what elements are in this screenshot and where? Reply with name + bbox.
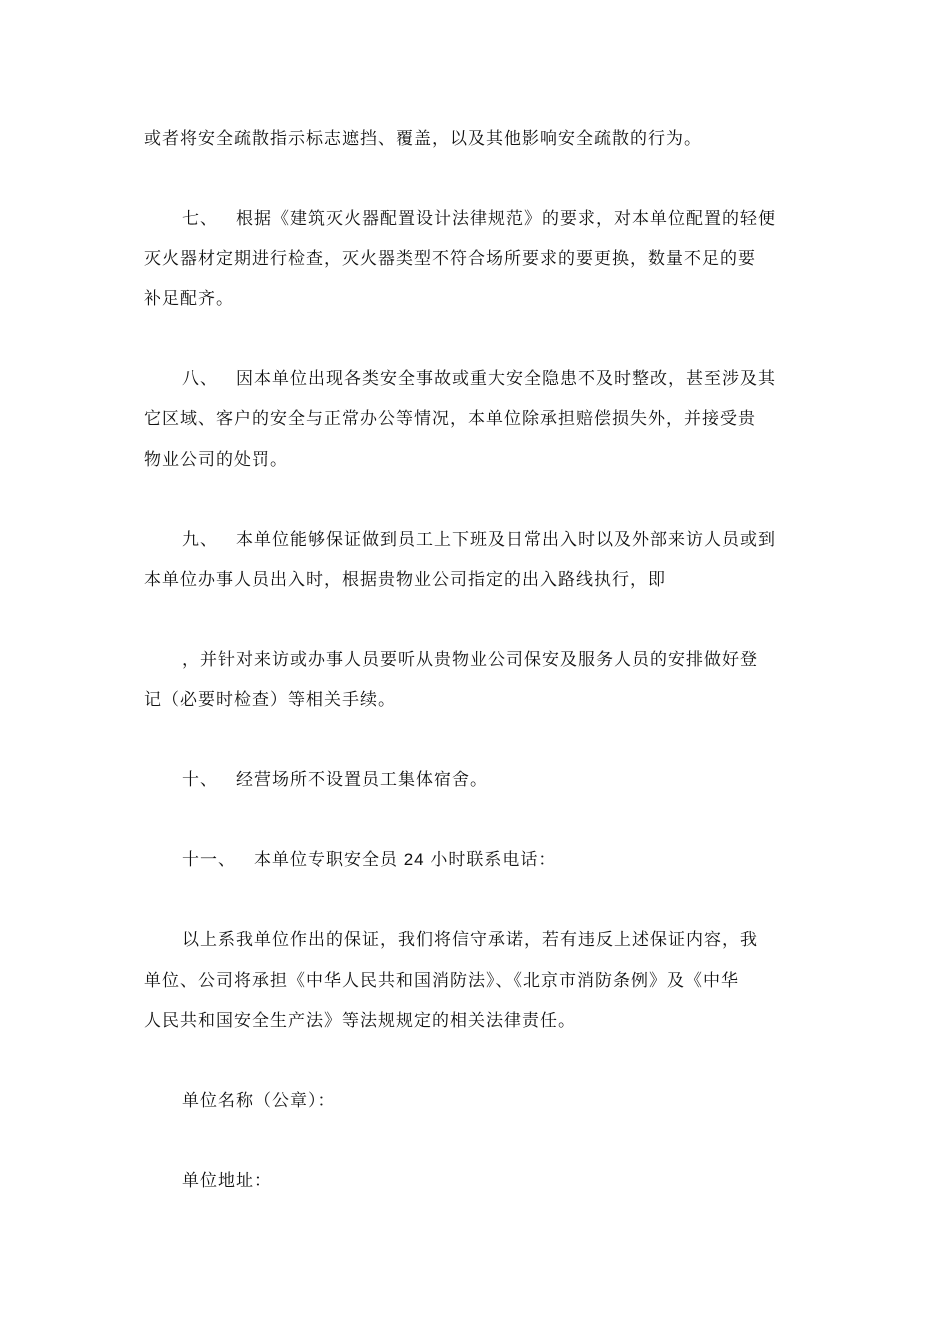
- closing-line-2: 单位、公司将承担《中华人民共和国消防法》、《北京市消防条例》及《中华: [144, 971, 739, 991]
- item-9-line-3: ，并针对来访或办事人员要听从贵物业公司保安及服务人员的安排做好登: [182, 650, 758, 670]
- item-8-line-2: 它区域、客户的安全与正常办公等情况，本单位除承担赔偿损失外，并接受贵: [144, 409, 756, 429]
- item-7-line-2: 灭火器材定期进行检查，灭火器类型不符合场所要求的要更换，数量不足的要: [144, 249, 756, 269]
- item-7-number: 七、: [182, 209, 218, 229]
- item-11-line-1: [182, 849, 556, 871]
- unit-address-field: 单位地址：: [182, 1171, 272, 1191]
- item-7-line-1: [182, 208, 776, 230]
- item-9-line-2: 本单位办事人员出入时，根据贵物业公司指定的出入路线执行，即: [144, 570, 666, 590]
- item-8-line-3: 物业公司的处罚。: [144, 450, 288, 470]
- item-9-line-4: 记（必要时检查）等相关手续。: [144, 690, 396, 710]
- item-8-line-1: [182, 368, 776, 390]
- item-10-line-1: [182, 769, 488, 791]
- closing-line-3: 人民共和国安全生产法》等法规规定的相关法律责任。: [144, 1011, 576, 1031]
- item-9-text-1: 本单位能够保证做到员工上下班及日常出入时以及外部来访人员或到: [236, 530, 776, 550]
- item-10-number: 十、: [182, 770, 218, 790]
- item-7-line-3: 补足配齐。: [144, 289, 234, 309]
- item-9-number: 九、: [182, 530, 218, 550]
- item-9-line-1: [182, 529, 776, 551]
- item-8-text-1: 因本单位出现各类安全事故或重大安全隐患不及时整改，甚至涉及其: [236, 369, 776, 389]
- closing-line-1: 以上系我单位作出的保证，我们将信守承诺，若有违反上述保证内容，我: [182, 930, 758, 950]
- item-11-number: 十一、: [182, 850, 236, 870]
- item-8-number: 八、: [182, 369, 218, 389]
- item-11-text-1: 本单位专职安全员 24 小时联系电话：: [254, 850, 557, 869]
- item-7-text-1: 根据《建筑灭火器配置设计法律规范》的要求，对本单位配置的轻便: [236, 209, 776, 229]
- item-10-text-1: 经营场所不设置员工集体宿舍。: [236, 770, 488, 790]
- continuation-line: 或者将安全疏散指示标志遮挡、覆盖，以及其他影响安全疏散的行为。: [144, 129, 702, 149]
- unit-name-field: 单位名称（公章）：: [182, 1091, 336, 1111]
